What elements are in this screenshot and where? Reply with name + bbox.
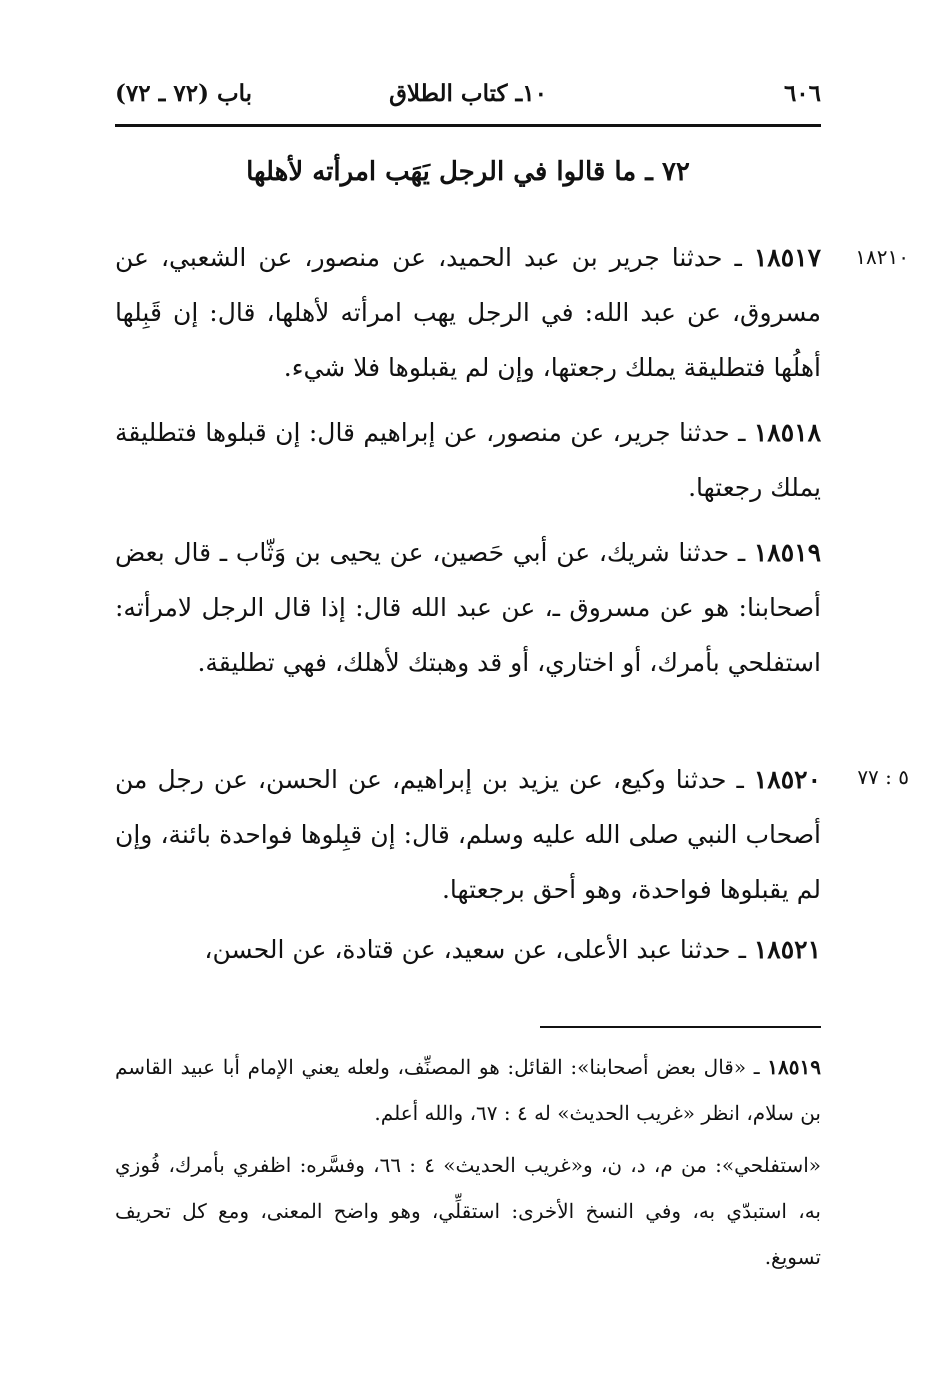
chapter-range: باب (٧٢ ـ ٧٢) [115, 80, 253, 107]
footnote-text: «استفلحي»: من م، د، ن، و«غريب الحديث» ٤ : ٦٦، وفسَّره: اظفري بأمرك، فُوزي به، استبدّي به، وفي النسخ الأخرى: استقلِّي، وهو واضح المعنى، ومع كل تحريف تسويغ. [115, 1153, 822, 1269]
hadith-entry [115, 405, 821, 515]
entry-text: ـ حدثنا عبد الأعلى، عن سعيد، عن قتادة، عن الحسن، [204, 935, 754, 964]
entry-text: ـ حدثنا شريك، عن أبي حَصين، عن يحيى بن وَثّاب ـ قال بعض أصحابنا: هو عن مسروق ـ، عن عبد الله قال: إذا قال الرجل لامرأته: استفلحي بأمرك، أو اختاري، أو قد وهبتك لأهلك، فهي تطليقة. [115, 538, 821, 677]
hadith-entry [115, 525, 821, 690]
running-header [115, 80, 821, 120]
entry-text: ـ حدثنا جرير، عن منصور، عن إبراهيم قال: إن قبلوها فتطليقة يملك رجعتها. [115, 418, 821, 502]
book-title: ١٠ـ كتاب الطلاق [389, 80, 547, 107]
footnote-text: ـ «قال بعض أصحابنا»: القائل: هو المصنِّف، ولعله يعني الإمام أبا عبيد القاسم بن سلام، انظر «غريب الحديث» له ٤ : ٦٧، والله أعلم. [115, 1055, 821, 1125]
footnote-rule [540, 1026, 821, 1028]
footnote [115, 1142, 821, 1280]
hadith-entry [115, 922, 821, 977]
footnote [115, 1044, 821, 1136]
hadith-entry [115, 230, 821, 395]
margin-reference-2: ٥ : ٧٧ [857, 765, 909, 789]
section-title: ٧٢ ـ ما قالوا في الرجل يَهَب امرأته لأهلها [246, 157, 690, 187]
entry-number: ١٨٥١٧ [753, 243, 821, 272]
entry-text: ـ حدثنا وكيع، عن يزيد بن إبراهيم، عن الحسن، عن رجل من أصحاب النبي صلى الله عليه وسلم، قال: إن قبِلوها فواحدة بائنة، وإن لم يقبلوها فواحدة، وهو أحق برجعتها. [115, 765, 821, 904]
entry-number: ١٨٥٢٠ [753, 765, 821, 794]
hadith-entry [115, 752, 821, 917]
page-number: ٦٠٦ [783, 80, 821, 107]
margin-reference-1: ١٨٢١٠ [855, 245, 909, 269]
entry-number: ١٨٥١٩ [753, 538, 821, 567]
footnote-number: ١٨٥١٩ [767, 1055, 821, 1079]
entry-number: ١٨٥٢١ [753, 935, 821, 964]
header-rule [115, 124, 821, 127]
entry-text: ـ حدثنا جرير بن عبد الحميد، عن منصور، عن الشعبي، عن مسروق، عن عبد الله: في الرجل يهب امرأته لأهلها، قال: إن قَبِلها أهلُها فتطليقة يملك رجعتها، وإن لم يقبلوها فلا شيء. [115, 243, 821, 382]
entry-number: ١٨٥١٨ [753, 418, 821, 447]
